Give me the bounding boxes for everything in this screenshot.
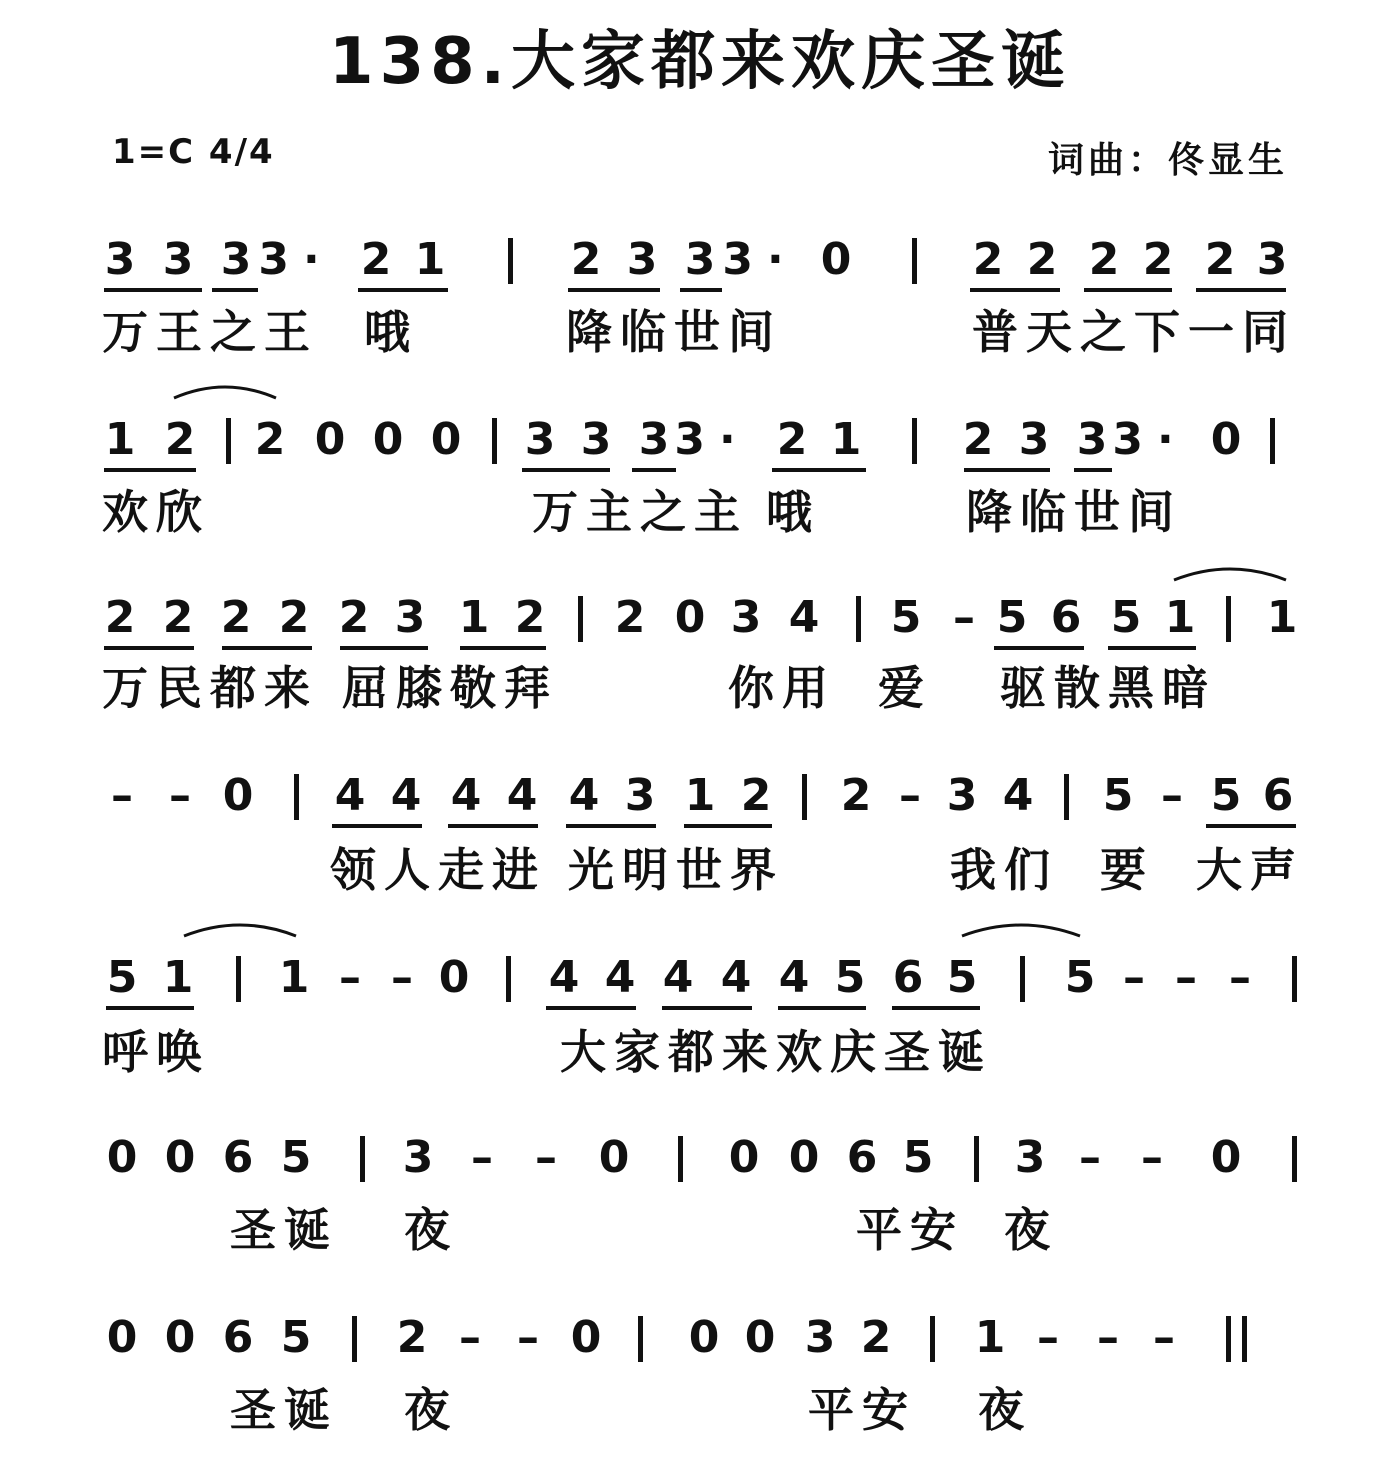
note: 2 bbox=[338, 592, 370, 643]
note: 5 bbox=[1210, 770, 1242, 821]
beam-underline bbox=[104, 288, 202, 292]
note: – bbox=[1123, 952, 1145, 1003]
barline bbox=[802, 774, 807, 820]
note: 3 bbox=[1076, 414, 1108, 465]
barline bbox=[578, 596, 583, 642]
note: 5 bbox=[1110, 592, 1142, 643]
note: 0 bbox=[744, 1312, 776, 1363]
note: 0 bbox=[820, 234, 852, 285]
note: 0 bbox=[164, 1132, 196, 1183]
note: 3 bbox=[804, 1312, 836, 1363]
note: 4 bbox=[662, 952, 694, 1003]
note: 4 bbox=[568, 770, 600, 821]
note: 4 bbox=[604, 952, 636, 1003]
note: 4 bbox=[788, 592, 820, 643]
note: 3 bbox=[104, 234, 136, 285]
barline bbox=[1226, 596, 1231, 642]
beam-underline bbox=[522, 468, 610, 472]
note: – bbox=[169, 770, 191, 821]
lyric-row bbox=[0, 1202, 1400, 1258]
barline bbox=[352, 1316, 357, 1362]
beam-underline bbox=[1084, 288, 1172, 292]
note: 3 bbox=[684, 234, 716, 285]
note: 6 bbox=[1262, 770, 1294, 821]
lyric-phrase: 平安 bbox=[808, 1383, 916, 1437]
note: 5 bbox=[280, 1312, 312, 1363]
note: 3 bbox=[1014, 1132, 1046, 1183]
beam-underline bbox=[1074, 468, 1112, 472]
beam-underline bbox=[212, 288, 258, 292]
note: 0 bbox=[164, 1312, 196, 1363]
note: – bbox=[1037, 1312, 1059, 1363]
lyric-phrase: 呼唤 bbox=[102, 1025, 210, 1079]
barline bbox=[1270, 418, 1275, 464]
lyric-row bbox=[0, 484, 1400, 540]
note: – bbox=[391, 952, 413, 1003]
beam-underline bbox=[106, 1006, 194, 1010]
note: 3· bbox=[674, 414, 750, 465]
note: 3 bbox=[524, 414, 556, 465]
slur bbox=[1170, 560, 1290, 584]
note: 3 bbox=[638, 414, 670, 465]
lyric-phrase: 要 bbox=[1100, 843, 1154, 897]
lyric-phrase: 降临世间 bbox=[566, 305, 782, 359]
beam-underline bbox=[104, 646, 194, 650]
note: 6 bbox=[1050, 592, 1082, 643]
note: 5 bbox=[1064, 952, 1096, 1003]
note: – bbox=[1161, 770, 1183, 821]
lyric-phrase: 哦 bbox=[364, 305, 418, 359]
note: 0 bbox=[788, 1132, 820, 1183]
note: 3· bbox=[258, 234, 334, 285]
note: – bbox=[899, 770, 921, 821]
note: – bbox=[1153, 1312, 1175, 1363]
lyric-phrase: 欢欣 bbox=[102, 485, 210, 539]
note: – bbox=[471, 1132, 493, 1183]
note: 2 bbox=[614, 592, 646, 643]
beam-underline bbox=[358, 288, 448, 292]
note: 1 bbox=[830, 414, 862, 465]
note: 0 bbox=[570, 1312, 602, 1363]
note: 2 bbox=[396, 1312, 428, 1363]
note: 2 bbox=[962, 414, 994, 465]
note: 6 bbox=[222, 1132, 254, 1183]
note: 6 bbox=[892, 952, 924, 1003]
barline bbox=[930, 1316, 935, 1362]
barline bbox=[912, 238, 917, 284]
note: 1 bbox=[1164, 592, 1196, 643]
beam-underline bbox=[684, 824, 772, 828]
note: 3 bbox=[580, 414, 612, 465]
note: 3 bbox=[1018, 414, 1050, 465]
song-title: 138.大家都来欢庆圣诞 bbox=[329, 25, 1071, 99]
beam-underline bbox=[332, 824, 422, 828]
barline bbox=[912, 418, 917, 464]
notation-row bbox=[0, 1310, 1400, 1366]
note: 3 bbox=[402, 1132, 434, 1183]
note: 2 bbox=[254, 414, 286, 465]
note: 0 bbox=[1210, 1132, 1242, 1183]
beam-underline bbox=[460, 646, 546, 650]
notation-row bbox=[0, 590, 1400, 646]
lyric-phrase: 普天之下一同 bbox=[972, 305, 1296, 359]
note: 2 bbox=[278, 592, 310, 643]
notation-row bbox=[0, 412, 1400, 468]
note: 2 bbox=[860, 1312, 892, 1363]
beam-underline bbox=[892, 1006, 980, 1010]
note: 5 bbox=[834, 952, 866, 1003]
note: – bbox=[111, 770, 133, 821]
slur bbox=[958, 916, 1084, 940]
slur bbox=[180, 916, 300, 940]
note: 3 bbox=[162, 234, 194, 285]
note: 2 bbox=[1026, 234, 1058, 285]
lyric-phrase: 驱散黑暗 bbox=[1000, 661, 1216, 715]
barline bbox=[294, 774, 299, 820]
lyric-phrase: 夜 bbox=[404, 1383, 458, 1437]
notation-row bbox=[0, 768, 1400, 824]
note: 2 bbox=[740, 770, 772, 821]
note: 0 bbox=[430, 414, 462, 465]
lyric-phrase: 夜 bbox=[978, 1383, 1032, 1437]
note: 4 bbox=[720, 952, 752, 1003]
note: 0 bbox=[674, 592, 706, 643]
note: – bbox=[1141, 1132, 1163, 1183]
note: 1 bbox=[278, 952, 310, 1003]
note: 1 bbox=[104, 414, 136, 465]
notation-row bbox=[0, 1130, 1400, 1186]
note: 1 bbox=[458, 592, 490, 643]
note: 0 bbox=[222, 770, 254, 821]
beam-underline bbox=[680, 288, 722, 292]
lyric-phrase: 大声 bbox=[1196, 843, 1304, 897]
beam-underline bbox=[568, 288, 660, 292]
beam-underline bbox=[566, 824, 656, 828]
note: 0 bbox=[106, 1132, 138, 1183]
beam-underline bbox=[340, 646, 428, 650]
beam-underline bbox=[1108, 646, 1196, 650]
note: 4 bbox=[334, 770, 366, 821]
beam-underline bbox=[964, 468, 1050, 472]
note: 2 bbox=[514, 592, 546, 643]
note: 1 bbox=[1266, 592, 1298, 643]
note: 3· bbox=[722, 234, 798, 285]
note: – bbox=[953, 592, 975, 643]
lyric-phrase: 哦 bbox=[766, 485, 820, 539]
note: 3 bbox=[394, 592, 426, 643]
note: 2 bbox=[1204, 234, 1236, 285]
barline bbox=[1292, 956, 1297, 1002]
lyric-row bbox=[0, 304, 1400, 360]
note: 2 bbox=[570, 234, 602, 285]
note: 3 bbox=[730, 592, 762, 643]
note: 2 bbox=[1088, 234, 1120, 285]
note: 4 bbox=[506, 770, 538, 821]
note: 3 bbox=[626, 234, 658, 285]
lyric-phrase: 大家都来欢庆圣诞 bbox=[560, 1025, 992, 1079]
note: 0 bbox=[598, 1132, 630, 1183]
note: 5 bbox=[1102, 770, 1134, 821]
note: – bbox=[535, 1132, 557, 1183]
note: 3 bbox=[946, 770, 978, 821]
lyric-phrase: 你用 bbox=[728, 661, 836, 715]
note: 0 bbox=[688, 1312, 720, 1363]
note: 5 bbox=[106, 952, 138, 1003]
notation-row bbox=[0, 232, 1400, 288]
note: 2 bbox=[360, 234, 392, 285]
note: 3 bbox=[220, 234, 252, 285]
lyric-row bbox=[0, 1024, 1400, 1080]
note: 1 bbox=[684, 770, 716, 821]
note: 2 bbox=[220, 592, 252, 643]
note: 5 bbox=[890, 592, 922, 643]
lyric-row bbox=[0, 1382, 1400, 1438]
beam-underline bbox=[778, 1006, 866, 1010]
note: 5 bbox=[946, 952, 978, 1003]
beam-underline bbox=[632, 468, 676, 472]
lyric-phrase: 屈膝敬拜 bbox=[342, 661, 558, 715]
beam-underline bbox=[772, 468, 866, 472]
lyric-phrase: 平安 bbox=[856, 1203, 964, 1257]
lyric-phrase: 圣诞 bbox=[230, 1383, 338, 1437]
note: 3 bbox=[624, 770, 656, 821]
lyric-phrase: 领人走进 bbox=[330, 843, 546, 897]
note: 1 bbox=[414, 234, 446, 285]
lyric-phrase: 我们 bbox=[950, 843, 1058, 897]
beam-underline bbox=[104, 468, 196, 472]
note: 2 bbox=[1142, 234, 1174, 285]
barline bbox=[360, 1136, 365, 1182]
note: 2 bbox=[104, 592, 136, 643]
barline bbox=[1292, 1136, 1297, 1182]
notation-row bbox=[0, 950, 1400, 1006]
lyric-phrase: 夜 bbox=[1004, 1203, 1058, 1257]
lyric-phrase: 圣诞 bbox=[230, 1203, 338, 1257]
beam-underline bbox=[1206, 824, 1296, 828]
barline bbox=[236, 956, 241, 1002]
note: 2 bbox=[840, 770, 872, 821]
lyric-phrase: 万民都来 bbox=[102, 661, 318, 715]
note: 4 bbox=[548, 952, 580, 1003]
note: 6 bbox=[846, 1132, 878, 1183]
note: – bbox=[459, 1312, 481, 1363]
note: 4 bbox=[450, 770, 482, 821]
barline bbox=[1226, 1316, 1231, 1362]
note: 2 bbox=[972, 234, 1004, 285]
note: – bbox=[1079, 1132, 1101, 1183]
lyric-row bbox=[0, 660, 1400, 716]
beam-underline bbox=[1196, 288, 1286, 292]
beam-underline bbox=[448, 824, 538, 828]
note: 1 bbox=[162, 952, 194, 1003]
barline bbox=[678, 1136, 683, 1182]
composer-credit: 词曲：佟显生 bbox=[1047, 140, 1288, 181]
barline bbox=[1064, 774, 1069, 820]
barline bbox=[1020, 956, 1025, 1002]
key-signature: 1=C 4/4 bbox=[112, 132, 275, 172]
note: 0 bbox=[438, 952, 470, 1003]
note: – bbox=[1229, 952, 1251, 1003]
beam-underline bbox=[222, 646, 312, 650]
beam-underline bbox=[546, 1006, 636, 1010]
note: – bbox=[339, 952, 361, 1003]
lyric-phrase: 万王之王 bbox=[102, 305, 318, 359]
barline bbox=[226, 418, 231, 464]
note: 4 bbox=[778, 952, 810, 1003]
barline bbox=[1242, 1316, 1247, 1362]
note: 2 bbox=[164, 414, 196, 465]
beam-underline bbox=[970, 288, 1060, 292]
beam-underline bbox=[662, 1006, 752, 1010]
lyric-phrase: 光明世界 bbox=[568, 843, 784, 897]
note: 5 bbox=[996, 592, 1028, 643]
note: 0 bbox=[314, 414, 346, 465]
note: – bbox=[1175, 952, 1197, 1003]
slur bbox=[170, 378, 280, 402]
note: 0 bbox=[106, 1312, 138, 1363]
note: 3· bbox=[1112, 414, 1188, 465]
note: – bbox=[517, 1312, 539, 1363]
beam-underline bbox=[994, 646, 1084, 650]
note: 0 bbox=[728, 1132, 760, 1183]
lyric-phrase: 万主之主 bbox=[532, 485, 748, 539]
note: 2 bbox=[162, 592, 194, 643]
lyric-phrase: 夜 bbox=[404, 1203, 458, 1257]
note: 2 bbox=[776, 414, 808, 465]
barline bbox=[492, 418, 497, 464]
note: 5 bbox=[902, 1132, 934, 1183]
lyric-row bbox=[0, 842, 1400, 898]
lyric-phrase: 降临世间 bbox=[966, 485, 1182, 539]
note: 3 bbox=[1256, 234, 1288, 285]
note: 4 bbox=[390, 770, 422, 821]
note: – bbox=[1097, 1312, 1119, 1363]
note: 0 bbox=[372, 414, 404, 465]
barline bbox=[506, 956, 511, 1002]
note: 1 bbox=[974, 1312, 1006, 1363]
barline bbox=[508, 238, 513, 284]
barline bbox=[638, 1316, 643, 1362]
note: 6 bbox=[222, 1312, 254, 1363]
barline bbox=[974, 1136, 979, 1182]
note: 0 bbox=[1210, 414, 1242, 465]
lyric-phrase: 爱 bbox=[878, 661, 932, 715]
barline bbox=[856, 596, 861, 642]
note: 5 bbox=[280, 1132, 312, 1183]
note: 4 bbox=[1002, 770, 1034, 821]
